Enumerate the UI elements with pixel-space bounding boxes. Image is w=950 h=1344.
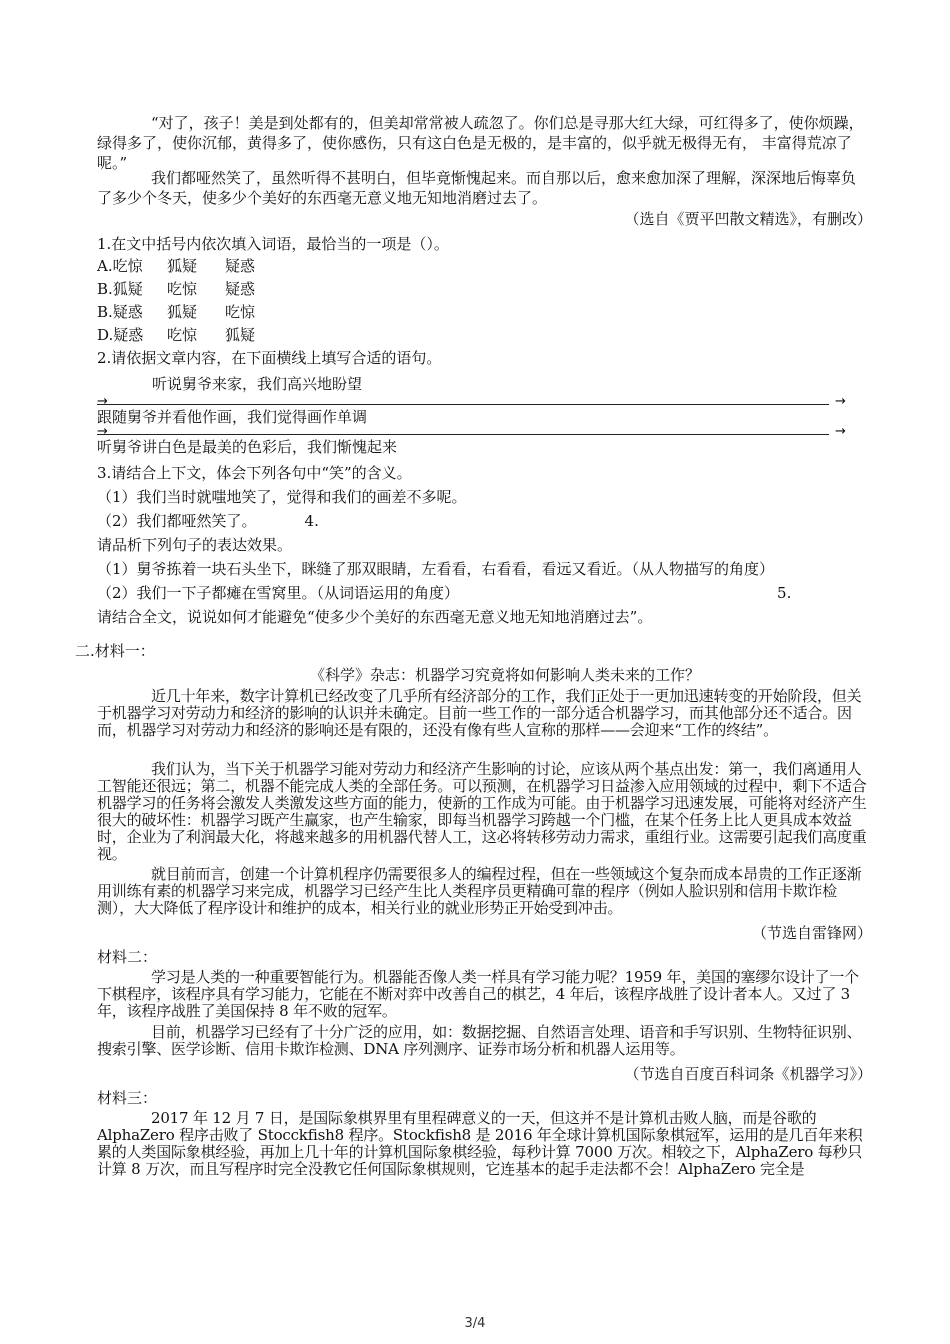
section-2-label: 二.材料一： (75, 642, 155, 660)
option-b-letter: B.狐疑 (97, 280, 143, 298)
option-d-letter: D.疑惑 (97, 326, 144, 344)
answer-blank-line (97, 404, 829, 405)
passage-paragraph-1: “对了，孩子！美是到处都有的，但美却常常被人疏忽了。你们总是寻那大红大绿，可红得多了，使你烦躁，绿得多了，使你沉郁，黄得多了，使你感伤，只有这白色是无极的，是丰富的，似乎就无极得无有， 丰富得荒凉了呢。” (97, 114, 864, 172)
material-2-source: （节选自百度百科词条《机器学习》） (624, 1065, 872, 1083)
option-a-word2: 狐疑 (167, 257, 198, 275)
q3-sentence-1: （1）我们当时就嗤地笑了，觉得和我们的画差不多呢。 (97, 488, 467, 506)
q2-line-1: 听说舅爷来家，我们高兴地盼望 (152, 375, 363, 393)
material-1-paragraph-3: 就目前而言，创建一个计算机程序仍需要很多人的编程过程，但在一些领域这个复杂而成本昂贵的工作正逐渐用训练有素的机器学习来完成，机器学习已经产生比人类程序员更精确可靠的程序（例如人脸识别和信用卡欺诈检测），大大降低了程序设计和维护的成本，相关行业的就业形势正开始受到冲击。 (97, 865, 862, 917)
material-2-label: 材料二： (97, 948, 158, 966)
q1-option-b (97, 279, 869, 299)
material-1-paragraph-1: 近几十年来，数字计算机已经改变了几乎所有经济部分的工作，我们正处于一更加迅速转变的开始阶段，但关于机器学习对劳动力和经济的影响的认识并未确定。目前一些工作的一部分适合机器学习，而其他部分还不适合。因而，机器学习对劳动力和经济的影响还是有限的，还没有像有些人宣称的那样——会迎来“工作的终结”。 (97, 687, 862, 739)
q2-stem: 2.请依据文章内容，在下面横线上填写合适的语句。 (97, 349, 442, 367)
material-1-source: （节选自雷锋网） (751, 924, 872, 942)
material-3-paragraph-1: 2017 年 12 月 7 日，是国际象棋界里有里程碑意义的一天，但这并不是计算机击败人脑，而是谷歌的 AlphaZero 程序击败了 Stocckfish8 程序。Stockfish8 是 2016 年全球计算机国际象棋冠军，运用的是几百年来积累的人类国际象棋经验，再加上几十年的计算机国际象棋经验，每秒计算 7000 万次。相较之下，AlphaZero 每秒只计算 8 万次，而且写程序时完全没教它任何国际象棋规则，它连基本的起手走法都不会！AlphaZero 完全是 (97, 1109, 863, 1178)
material-3-label: 材料三： (97, 1089, 158, 1107)
page-number: 3/4 (464, 1316, 486, 1331)
q4-number: 4. (304, 512, 319, 530)
q3-sentence-2 (97, 511, 869, 531)
material-2-paragraph-1: 学习是人类的一种重要智能行为。机器能否像人类一样具有学习能力呢？1959 年，美国的塞缪尔设计了一个下棋程序，该程序具有学习能力，它能在不断对弈中改善自己的棋艺，4 年后，该程序战胜了设计者本人。又过了 3 年，该程序战胜了美国保持 8 年不败的冠军。 (97, 968, 859, 1020)
q3-sentence-2-text: （2）我们都哑然笑了。 (97, 512, 257, 530)
option-d-word3: 狐疑 (225, 326, 256, 344)
q4-sentence-1: （1）舅爷拣着一块石头坐下，眯缝了那双眼睛，左看看，右看看，看远又看近。（从人物描写的角度） (97, 560, 775, 578)
option-b-word2: 吃惊 (167, 280, 198, 298)
q2-line-3: 听舅爷讲白色是最美的色彩后，我们惭愧起来 (97, 438, 398, 456)
arrow-right-icon: → (835, 424, 846, 439)
q1-option-c (97, 302, 869, 322)
option-a-letter: A.吃惊 (97, 257, 143, 275)
material-1-paragraph-2: 我们认为，当下关于机器学习能对劳动力和经济产生影响的讨论，应该从两个基点出发：第一，我们离通用人工智能还很远；第二，机器不能完成人类的全部任务。可以预测，在机器学习日益渗入应用领域的过程中，剩下不适合机器学习的任务将会激发人类激发这些方面的能力，使新的工作成为可能。由于机器学习迅速发展，可能将对经济产生很大的破坏性：机器学习既产生赢家，也产生输家，即每当机器学习跨越一个门槛，在某个任务上比人更具成本效益时，企业为了利润最大化，将越来越多的用机器代替人工，这必将转移劳动力需求，重组行业。这需要引起我们高度重视。 (97, 760, 867, 863)
arrow-right-icon: → (835, 394, 846, 409)
option-d-word2: 吃惊 (167, 326, 198, 344)
passage-paragraph-2: 我们都哑然笑了，虽然听得不甚明白，但毕竟惭愧起来。而自那以后，愈来愈加深了理解，深深地后悔辜负了多少个冬天，使多少个美好的东西毫无意义地无知地消磨过去了。 (97, 169, 857, 207)
q4-stem: 请品析下列句子的表达效果。 (97, 536, 293, 554)
material-1-title: 《科学》杂志：机器学习究竟将如何影响人类未来的工作？ (309, 666, 700, 684)
answer-blank-line (97, 434, 829, 435)
arrow-right-icon: → (97, 424, 108, 439)
option-c-word3: 吃惊 (225, 303, 256, 321)
passage-source: （选自《贾平凹散文精选》，有删改） (624, 210, 872, 228)
q1-stem: 1.在文中括号内依次填入词语，最恰当的一项是（）。 (97, 235, 449, 253)
q1-option-d (97, 325, 869, 345)
q5-stem: 请结合全文，说说如何才能避免“使多少个美好的东西毫无意义地无知地消磨过去”。 (97, 608, 653, 626)
option-a-word3: 疑惑 (225, 257, 256, 275)
q2-line-2: 跟随舅爷并看他作画，我们觉得画作单调 (97, 408, 368, 426)
option-c-letter: B.疑惑 (97, 303, 143, 321)
arrow-right-icon: → (97, 394, 108, 409)
option-c-word2: 狐疑 (167, 303, 198, 321)
q4-sentence-2 (97, 583, 869, 603)
q1-option-a (97, 256, 869, 276)
material-2-paragraph-2: 目前，机器学习已经有了十分广泛的应用，如：数据挖掘、自然语言处理、语音和手写识别、生物特征识别、搜索引擎、医学诊断、信用卡欺诈检测、DNA 序列测序、证券市场分析和机器人运用等。 (97, 1023, 862, 1058)
q3-stem: 3.请结合上下文，体会下列各句中“笑”的含义。 (97, 464, 412, 482)
option-b-word3: 疑惑 (225, 280, 256, 298)
q4-sentence-2-text: （2）我们一下子都瘫在雪窝里。（从词语运用的角度） (97, 584, 460, 602)
q5-number: 5. (777, 584, 792, 602)
